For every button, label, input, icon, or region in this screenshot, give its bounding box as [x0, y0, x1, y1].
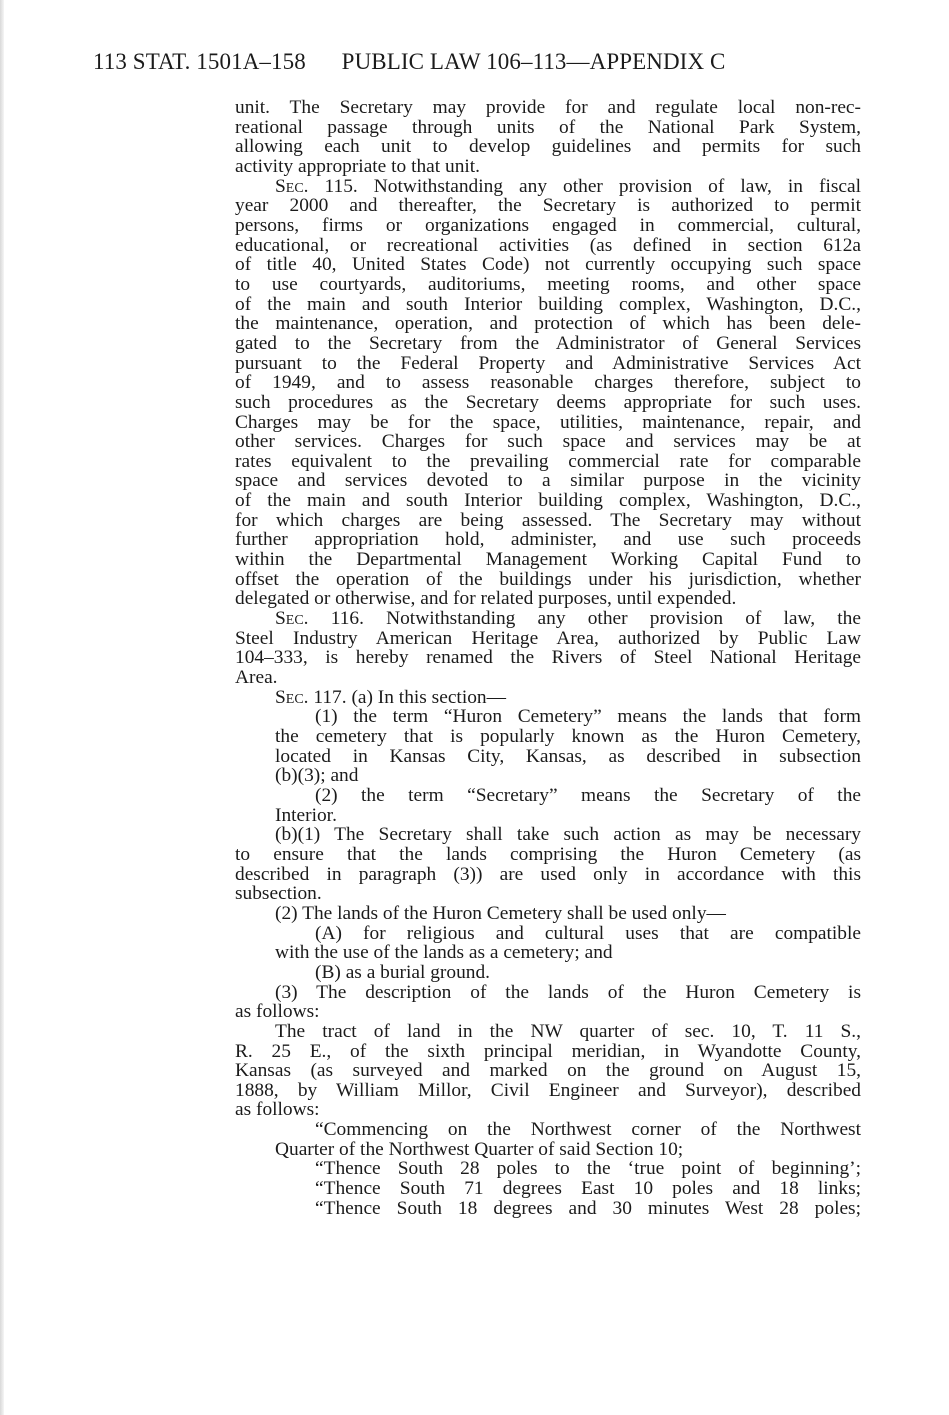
text-line: to use courtyards, auditoriums, meeting rooms, and other space: [235, 273, 861, 295]
text-line: space and services devoted to a similar purpose in the vicinity: [235, 470, 861, 492]
text-line: 1888, by William Millor, Civil Engineer and Surveyor), described: [235, 1079, 861, 1101]
text-line: “Commencing on the Northwest corner of the Northwest: [315, 1119, 861, 1141]
text-line: Charges may be for the space, utilities, maintenance, repair, and: [235, 411, 861, 433]
text-line: (A) for religious and cultural uses that are compatible: [315, 922, 861, 944]
statute-citation: 113 STAT. 1501A–158: [93, 49, 306, 74]
section-label: Sec.: [275, 175, 309, 197]
text-run: 117. (a) In this section—: [308, 686, 506, 708]
unit-paragraph: [235, 98, 861, 177]
text-run: 115. Notwithstanding any other provision of law, in fiscal: [308, 175, 861, 197]
section-heading-line: [235, 609, 861, 629]
text-line: delegated or otherwise, and for related purposes, until expended.: [235, 588, 737, 610]
subsection-b2: (2) The lands of the Huron Cemetery shall be used only—: [275, 902, 726, 924]
text-line: for which charges are being assessed. The Secretary may without: [235, 509, 861, 531]
text-line: (2) the term “Secretary” means the Secretary of the: [315, 784, 861, 806]
text-line: The tract of land in the NW quarter of sec. 10, T. 11 S.,: [275, 1020, 861, 1042]
text-line: such procedures as the Secretary deems appropriate for such uses.: [235, 391, 861, 413]
text-line: Steel Industry American Heritage Area, authorized by Public Law: [235, 627, 861, 649]
text-line: R. 25 E., of the sixth principal meridian, in Wyandotte County,: [235, 1040, 861, 1062]
text-line: the cemetery that is popularly known as the Huron Cemetery,: [275, 726, 861, 747]
text-line: (3) The description of the lands of the Huron Cemetery is: [275, 981, 861, 1003]
section-label: Sec.: [275, 608, 309, 630]
text-line: 104–333, is hereby renamed the Rivers of Steel National Heritage: [235, 647, 861, 669]
text-line: other services. Charges for such space and services may be at: [235, 431, 861, 453]
text-line: with the use of the lands as a cemetery; and: [275, 942, 613, 964]
survey-call: “Thence South 28 poles to the ‘true point of beginning’;: [315, 1158, 861, 1180]
text-line: gated to the Secretary from the Administrator of General Services: [235, 332, 861, 354]
survey-call: “Thence South 18 degrees and 30 minutes West 28 poles;: [315, 1197, 861, 1219]
subsection-b3: [235, 983, 861, 1022]
text-line: as follows:: [235, 1099, 320, 1121]
text-line: of title 40, United States Code) not currently occupying such space: [235, 254, 861, 276]
text-line: activity appropriate to that unit.: [235, 155, 481, 177]
text-line: allowing each unit to develop guidelines and permits for such: [235, 136, 861, 158]
body-text: [235, 98, 861, 1218]
text-line: pursuant to the Federal Property and Administrative Services Act: [235, 352, 861, 374]
text-line: rates equivalent to the prevailing commercial rate for comparable: [235, 450, 861, 472]
clause-b-burial-ground: (B) as a burial ground.: [315, 961, 491, 983]
text-line: further appropriation hold, administer, and use such proceeds: [235, 529, 861, 551]
text-line: educational, or recreational activities (as defined in section 612a: [235, 234, 861, 256]
text-line: Kansas (as surveyed and marked on the ground on August 15,: [235, 1060, 861, 1082]
text-line: unit. The Secretary may provide for and regulate local non-rec-: [235, 97, 861, 118]
text-line: to ensure that the lands comprising the Huron Cemetery (as: [235, 843, 861, 865]
text-line: Area.: [235, 667, 278, 689]
survey-call: “Thence South 71 degrees East 10 poles and 18 links;: [315, 1178, 861, 1200]
section-116: [235, 609, 861, 688]
text-line: offset the operation of the buildings under his jurisdiction, whether: [235, 568, 861, 590]
text-line: of the main and south Interior building complex, Washington, D.C.,: [235, 293, 861, 315]
definition-huron-cemetery: [235, 707, 861, 786]
text-line: (1) the term “Huron Cemetery” means the lands that form: [315, 706, 861, 728]
text-line: as follows:: [235, 1001, 320, 1023]
text-line: reational passage through units of the National Park System,: [235, 116, 861, 138]
text-line: Quarter of the Northwest Quarter of said Section 10;: [275, 1138, 684, 1160]
text-line: persons, firms or organizations engaged in commercial, cultural,: [235, 214, 861, 236]
section-heading-line: [235, 688, 861, 708]
page-binding-edge: [0, 0, 4, 1415]
running-header: [93, 48, 863, 76]
text-line: Interior.: [275, 804, 337, 826]
tract-description: [235, 1022, 861, 1120]
text-line: the maintenance, operation, and protection of which has been dele-: [235, 313, 861, 335]
text-line: year 2000 and thereafter, the Secretary is authorized to permit: [235, 195, 861, 217]
section-label: Sec.: [275, 686, 309, 708]
text-line: located in Kansas City, Kansas, as described in subsection: [275, 745, 861, 767]
clause-a-religious-uses: [235, 924, 861, 963]
text-line: of the main and south Interior building complex, Washington, D.C.,: [235, 490, 861, 512]
text-line: of 1949, and to assess reasonable charges therefore, subject to: [235, 372, 861, 394]
text-line: within the Departmental Management Working Capital Fund to: [235, 549, 861, 571]
section-115: [235, 177, 861, 609]
public-law-title: PUBLIC LAW 106–113—APPENDIX C: [341, 49, 726, 74]
text-line: described in paragraph (3)) are used only in accordance with this: [235, 863, 861, 885]
subsection-b1: [235, 825, 861, 904]
text-line: (b)(3); and: [275, 765, 359, 787]
section-heading-line: [235, 177, 861, 197]
definition-secretary: [235, 786, 861, 825]
text-run: 116. Notwithstanding any other provision of law, the: [308, 608, 861, 630]
section-117: [235, 688, 861, 1219]
survey-commencing: [235, 1120, 861, 1159]
text-line: (b)(1) The Secretary shall take such action as may be necessary: [275, 824, 861, 846]
text-line: subsection.: [235, 883, 322, 905]
